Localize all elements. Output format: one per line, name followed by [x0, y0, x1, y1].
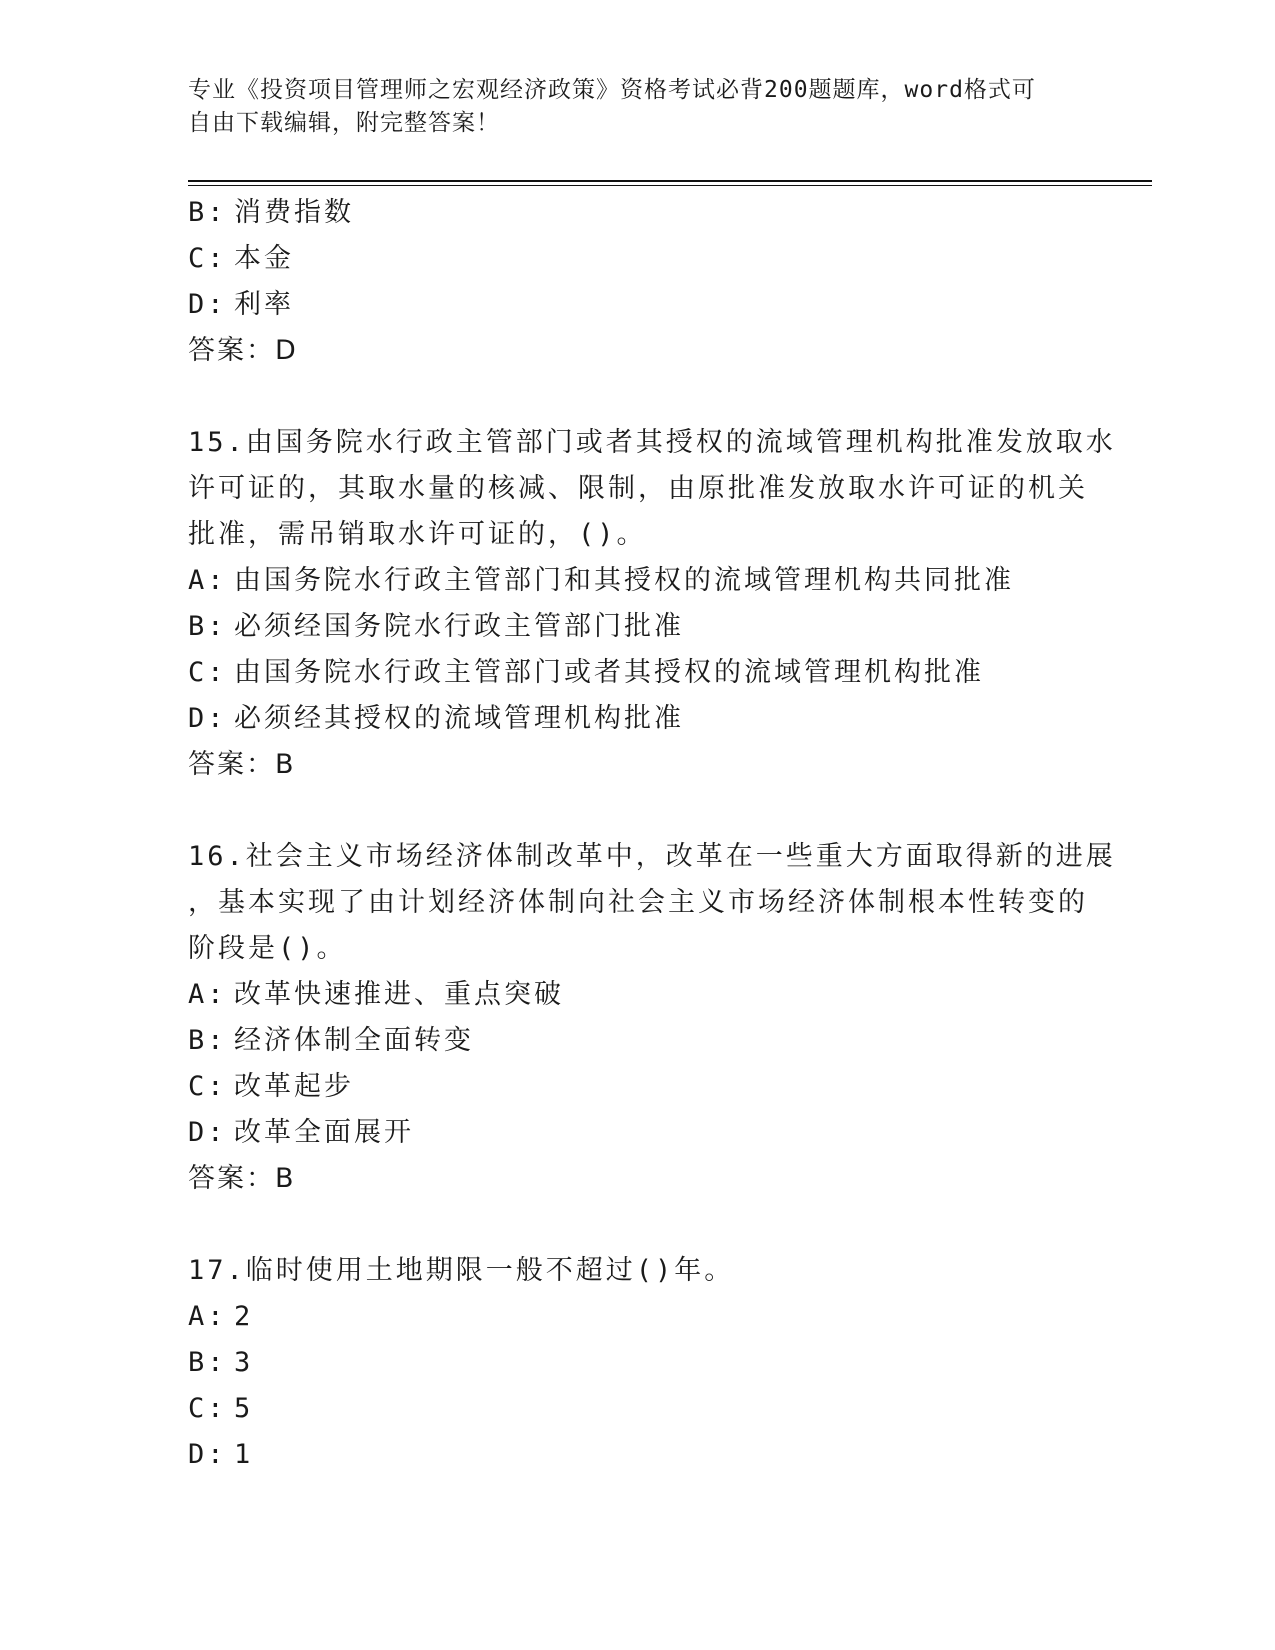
option-c — [188, 1064, 1088, 1110]
prev-question — [188, 190, 1088, 374]
option-label: C: — [188, 1393, 227, 1424]
option-label: D: — [188, 703, 227, 734]
option-text: 必须经其授权的流域管理机构批准 — [234, 703, 684, 734]
answer-line: 答案：B — [188, 1163, 296, 1194]
option-c — [188, 236, 1088, 282]
question-stem-line: 17.临时使用土地期限一般不超过()年。 — [188, 1255, 735, 1286]
option-text: 改革全面展开 — [234, 1117, 414, 1148]
option-label: B: — [188, 197, 227, 228]
option-d — [188, 1110, 1088, 1156]
header-rule-thin — [188, 185, 1152, 186]
option-a — [188, 972, 1088, 1018]
option-label: D: — [188, 1439, 227, 1470]
option-label: A: — [188, 979, 227, 1010]
spacer — [188, 1202, 1088, 1248]
option-c — [188, 650, 1088, 696]
option-label: A: — [188, 565, 227, 596]
question-16 — [188, 834, 1116, 1202]
question-stem-line: 阶段是()。 — [188, 933, 347, 964]
option-text: 改革起步 — [234, 1071, 354, 1102]
option-text: 本金 — [234, 243, 294, 274]
option-label: A: — [188, 1301, 227, 1332]
question-15 — [188, 420, 1116, 788]
option-a — [188, 558, 1088, 604]
option-text: 改革快速推进、重点突破 — [234, 979, 564, 1010]
option-text: 经济体制全面转变 — [234, 1025, 474, 1056]
option-label: B: — [188, 1025, 227, 1056]
option-b — [188, 604, 1088, 650]
option-d — [188, 1432, 1088, 1478]
question-stem-line: 15.由国务院水行政主管部门或者其授权的流域管理机构批准发放取水 — [188, 427, 1116, 458]
option-b — [188, 1018, 1088, 1064]
option-label: C: — [188, 1071, 227, 1102]
document-body — [188, 190, 1116, 1478]
option-d — [188, 282, 1088, 328]
spacer — [188, 788, 1088, 834]
option-label: D: — [188, 1117, 227, 1148]
header-line-2: 自由下载编辑，附完整答案！ — [188, 110, 500, 136]
answer-line: 答案：B — [188, 749, 296, 780]
option-text: 2 — [234, 1301, 254, 1332]
option-b — [188, 190, 1088, 236]
answer-line: 答案：D — [188, 335, 298, 366]
option-c — [188, 1386, 1088, 1432]
option-label: B: — [188, 1347, 227, 1378]
option-text: 5 — [234, 1393, 254, 1424]
option-text: 消费指数 — [234, 197, 354, 228]
option-d — [188, 696, 1088, 742]
option-text: 必须经国务院水行政主管部门批准 — [234, 611, 684, 642]
option-text: 利率 — [234, 289, 294, 320]
header-line-1: 专业《投资项目管理师之宏观经济政策》资格考试必背200题题库，word格式可 — [188, 77, 1036, 103]
option-label: C: — [188, 657, 227, 688]
option-a — [188, 1294, 1088, 1340]
question-stem-line: 批准，需吊销取水许可证的，()。 — [188, 519, 647, 550]
header-rule-thick — [188, 180, 1152, 182]
spacer — [188, 374, 1088, 420]
option-label: D: — [188, 289, 227, 320]
question-stem-line: ，基本实现了由计划经济体制向社会主义市场经济体制根本性转变的 — [188, 887, 1088, 918]
question-stem-line: 16.社会主义市场经济体制改革中，改革在一些重大方面取得新的进展 — [188, 841, 1116, 872]
question-17 — [188, 1248, 1088, 1478]
option-text: 由国务院水行政主管部门和其授权的流域管理机构共同批准 — [234, 565, 1014, 596]
option-label: B: — [188, 611, 227, 642]
document-header — [188, 74, 1088, 140]
option-label: C: — [188, 243, 227, 274]
question-stem-line: 许可证的，其取水量的核减、限制，由原批准发放取水许可证的机关 — [188, 473, 1088, 504]
option-text: 1 — [234, 1439, 254, 1470]
option-text: 由国务院水行政主管部门或者其授权的流域管理机构批准 — [234, 657, 984, 688]
option-b — [188, 1340, 1088, 1386]
option-text: 3 — [234, 1347, 254, 1378]
